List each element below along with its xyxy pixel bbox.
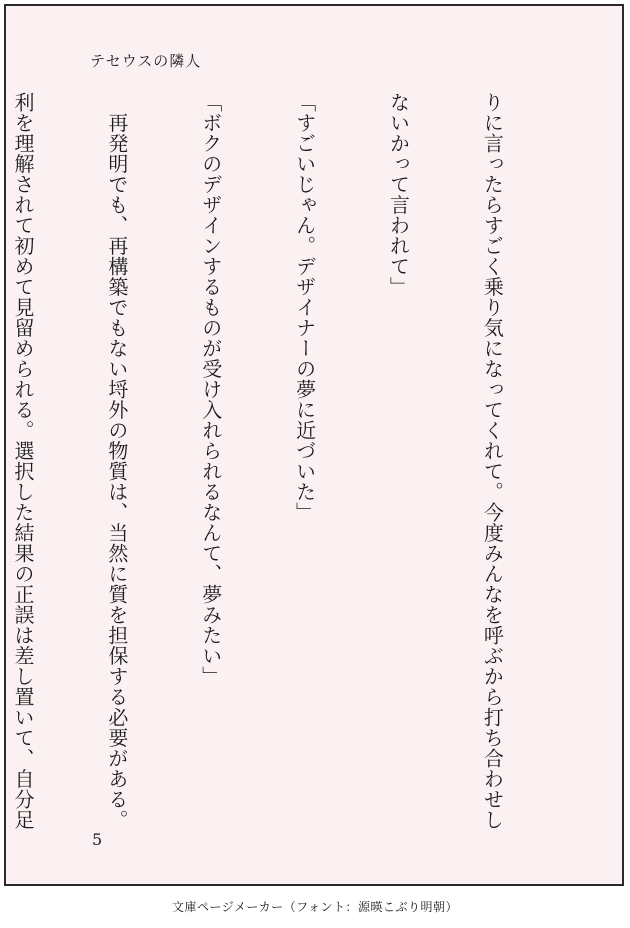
page-number: 5 <box>92 830 103 849</box>
text-line: ないかって言われて」 <box>386 92 411 297</box>
text-line: りに言ったらすごく乗り気になってくれて。今度みんなを呼ぶから打ち合わせし <box>480 92 505 830</box>
text-line: 「すごいじゃん。デザイナーの夢に近づいた」 <box>292 92 317 523</box>
text-line: 再発明でも、再構築でもない埒外の物質は、当然に質を担保する必要がある。 <box>104 92 129 830</box>
text-line: 利を理解されて初めて見留められる。選択した結果の正誤は差し置いて、自分足 <box>10 92 35 830</box>
body-text <box>10 92 570 830</box>
page-frame <box>4 4 624 886</box>
text-line: 「ボクのデザインするものが受け入れられるなんて、夢みたい」 <box>198 92 223 687</box>
running-title: テセウスの隣人 <box>90 52 202 70</box>
footer-credit: 文庫ページメーカー（フォント：源暎こぶり明朝） <box>171 900 459 914</box>
